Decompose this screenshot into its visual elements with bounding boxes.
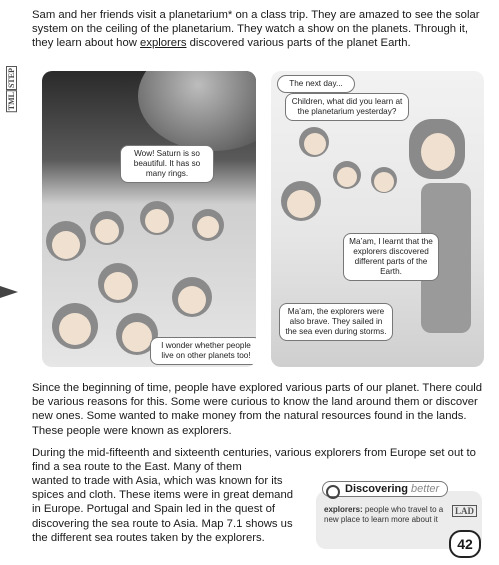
paragraph-explorers: Since the beginning of time, people have explored various parts of our planet. There could be various reasons for this. Some were curious to know the land around them or discover new ones. Some wanted to make money from the natural resources found in the lands. These people were known as explorers. [32,382,483,437]
student-face [122,322,152,352]
speech-bubble-saturn: Wow! Saturn is so beautiful. It has so many rings. [120,145,214,183]
student-face [197,216,219,238]
glossary-entry [324,505,452,525]
student-face [104,272,132,300]
speech-bubble-girl: Ma’am, I learnt that the explorers discovered different parts of the Earth. [343,233,439,281]
speech-bubble-teacher: Children, what did you learn at the planetarium yesterday? [285,93,409,121]
student-face [304,133,326,155]
discovering-header [322,481,448,497]
student-face [337,167,357,187]
paragraph-sea-route: wanted to trade with Asia, which was known for its spices and cloth. These items were in great demand in Europe. Portugal and Spain led in the quest of discovering the sea route to Asia. Map 7.1 shows us the different sea routes taken by the explorers. [32,475,294,544]
student-face [59,313,91,345]
student-face [178,286,206,314]
speech-bubble-wonder: I wonder whether people live on other planets too! [150,337,256,365]
intro-paragraph: Sam and her friends visit a planetarium* on a class trip. They are amazed to see the solar system on the ceiling of the planetarium. They watch a show on the planets. Through it, they learn about how explorers discovered various parts of the planet Earth. [32,9,480,50]
side-tab [6,66,20,136]
caption-next-day: The next day... [277,75,355,93]
margin-arrow-icon [0,286,18,298]
side-tab-step: STEP [7,68,16,89]
student-face [95,219,119,243]
glossary-definition: people who travel to a new place to learn more about it [324,505,444,524]
keyword-explorers: explorers [140,37,187,50]
comic-panel-planetarium [42,71,256,367]
side-tab-tml: TML [7,92,16,111]
speech-bubble-boy: Ma’am, the explorers were also brave. They sailed in the sea even during storms. [279,303,393,341]
discovering-suffix: better [411,483,440,495]
student-face [52,231,80,259]
magnifier-icon [326,485,340,499]
discovering-title: Discovering [345,483,408,495]
student-face [374,172,394,192]
comic-panel-classroom [271,71,484,367]
student-face [145,209,169,233]
lad-tag: LAD [452,505,477,517]
paragraph-sea-route-line1: During the mid-fifteenth and sixteenth centuries, various explorers from Europe set out to find a sea route to the East. Many of them [32,447,476,474]
student-face [287,190,315,218]
planet-illustration [138,71,256,151]
page-number: 42 [449,530,481,558]
glossary-term: explorers: [324,505,363,514]
teacher-face [421,133,455,171]
